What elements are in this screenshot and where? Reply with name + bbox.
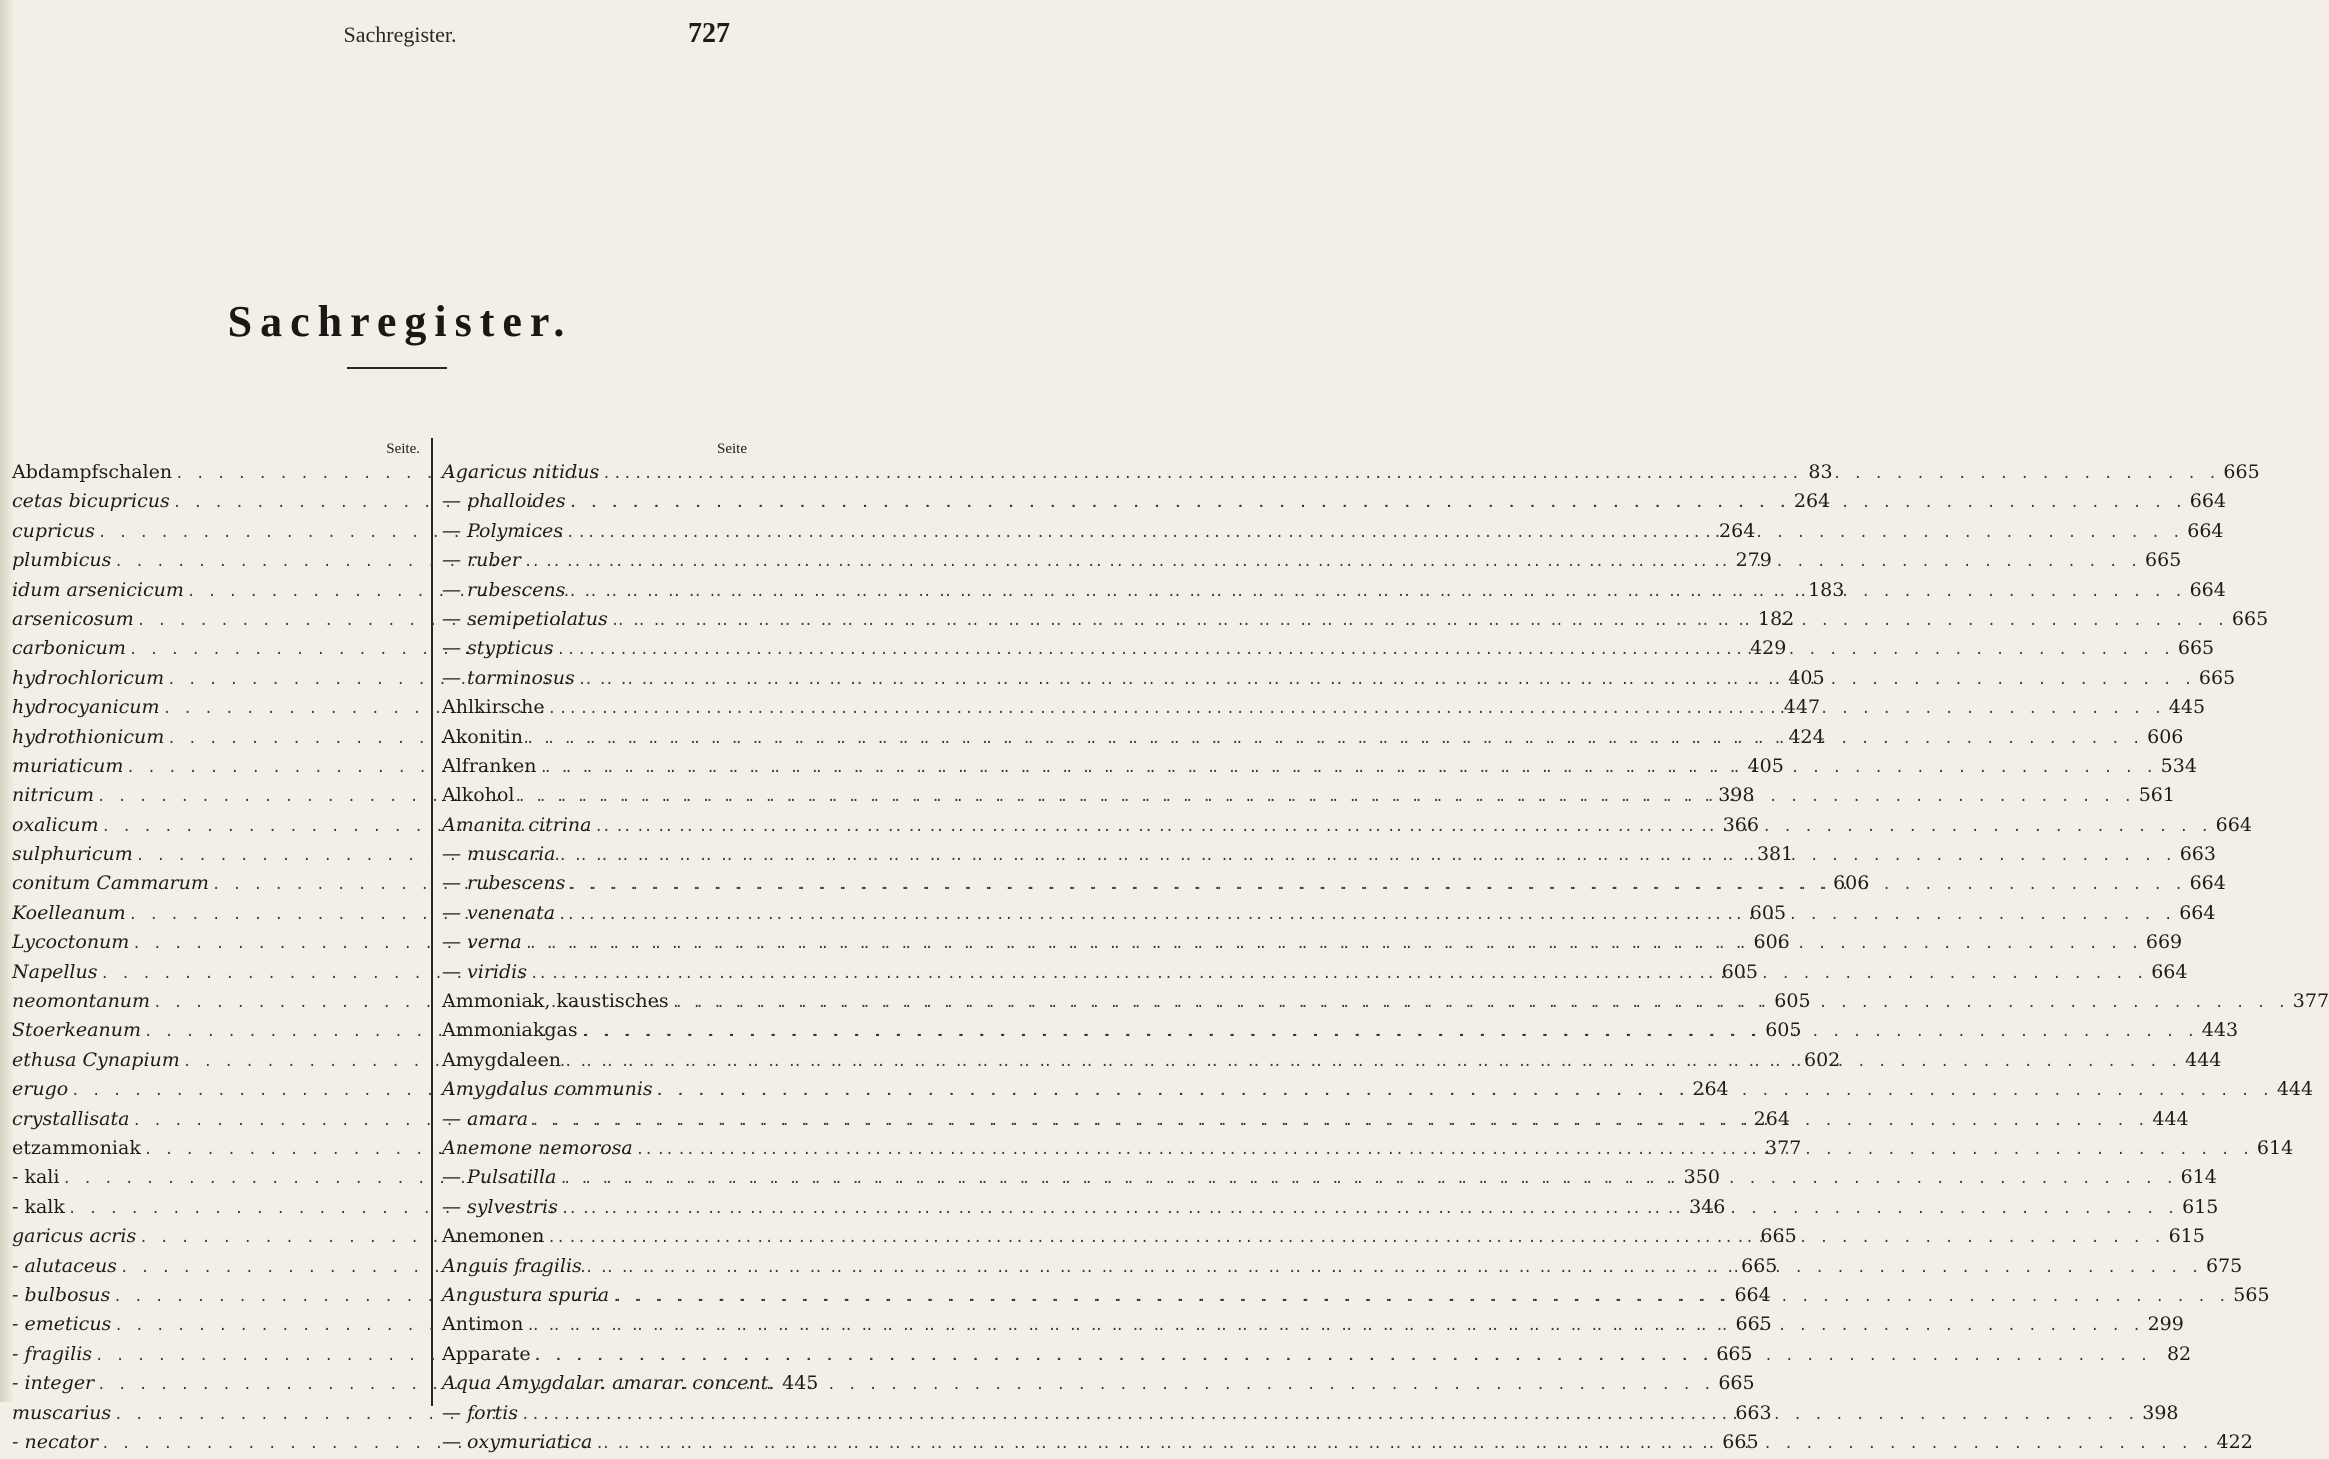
entry-page-number: 664	[2189, 872, 2226, 895]
entry-term: carbonicum	[12, 637, 126, 660]
entry-page-number: 605	[1774, 990, 1811, 1013]
entry-page-number: 346	[1689, 1195, 1726, 1218]
entry-page-number: 422	[2216, 1430, 2253, 1453]
index-entry	[442, 1369, 819, 1398]
entry-term: oxalicum	[12, 813, 99, 836]
entry-page-number: 366	[1722, 813, 1759, 836]
entry-term: - bulbosus	[12, 1283, 111, 1306]
entry-page-number: 663	[2179, 843, 2216, 866]
entry-term: Lycoctonum	[12, 931, 130, 954]
entry-page-number: 606	[1833, 872, 1870, 895]
entry-page-number: 665	[2177, 637, 2215, 660]
entry-page-number: 444	[2276, 1078, 2314, 1101]
dot-leader	[581, 1018, 2197, 1047]
entry-term: plumbicus	[12, 549, 112, 572]
entry-term: - kalk	[12, 1195, 65, 1218]
dot-leader	[636, 1136, 2252, 1165]
entry-term: — Pulsatilla	[442, 1166, 557, 1189]
entry-page-number: 663	[1735, 1401, 1772, 1424]
entry-page-number: 264	[1793, 490, 1831, 513]
dot-leader	[578, 666, 2194, 695]
entry-term: Anemonen	[442, 1225, 545, 1248]
entry-term: — amara	[442, 1107, 529, 1130]
entry-term: Koelleanum	[12, 901, 126, 924]
entry-term: Agaricus nitidus	[442, 461, 600, 483]
entry-term: Amanita citrina	[442, 813, 592, 836]
entry-term: Aqua Amygdalar. amarar. concent.	[442, 1372, 775, 1395]
dot-leader	[548, 695, 2164, 724]
entry-term: - alutaceus	[12, 1254, 117, 1277]
dot-leader	[518, 783, 2134, 812]
entry-term: cetas bicupricus	[12, 490, 170, 513]
entry-page-number: 615	[2182, 1195, 2219, 1218]
entry-page-number: 665	[1741, 1254, 1778, 1277]
entry-term: — venenata	[442, 901, 556, 924]
entry-page-number: 264	[1719, 519, 1756, 542]
entry-page-number: 614	[2180, 1166, 2217, 1189]
entry-term: Ammoniak, kaustisches	[442, 990, 669, 1013]
entry-page-number: 665	[2145, 549, 2182, 572]
entry-term: — phalloides	[442, 490, 566, 513]
entry-term: Abdampfschalen	[12, 461, 173, 483]
dot-leader	[559, 1165, 2175, 1194]
entry-page-number: 605	[1765, 1019, 1802, 1042]
dot-leader	[547, 1224, 2163, 1253]
entry-term: nitricum	[12, 784, 95, 807]
dot-leader	[656, 1077, 2272, 1106]
page-number: 727	[688, 18, 730, 49]
entry-page-number: 664	[2189, 490, 2227, 513]
entry-term: Antimon	[442, 1313, 524, 1336]
dot-leader	[534, 1342, 2150, 1371]
entry-term: — rubescens	[442, 872, 566, 895]
entry-page-number: 445	[2168, 696, 2206, 719]
entry-term: - integer	[12, 1372, 95, 1395]
entry-page-number: 447	[1783, 696, 1821, 719]
dot-leader	[569, 489, 2185, 518]
entry-term: Angustura spuria	[442, 1283, 610, 1306]
entry-term: Amygdaleen	[442, 1048, 561, 1071]
entry-page-number: 665	[1718, 1372, 1755, 1395]
entry-page-number: 182	[1758, 607, 1795, 630]
entry-page-number: 398	[2142, 1401, 2179, 1424]
entry-page-number: 606	[2147, 725, 2184, 748]
entry-page-number: 669	[2145, 931, 2183, 954]
entry-page-number: 665	[1716, 1342, 1753, 1365]
column-header: Seite	[717, 441, 747, 457]
entry-term: garicus acris	[12, 1225, 137, 1248]
entry-page-number: 264	[1753, 1107, 1790, 1130]
entry-term: hydrochloricum	[12, 666, 165, 689]
dot-leader	[526, 725, 2142, 754]
entry-term: etzammoniak	[12, 1136, 141, 1159]
entry-page-number: 377	[1765, 1136, 1802, 1159]
dot-leader	[568, 871, 2184, 900]
entry-page-number: 664	[2215, 813, 2252, 836]
dot-leader	[531, 1107, 2147, 1136]
running-title: Sachregister.	[343, 22, 457, 47]
entry-term: Anguis fragilis	[442, 1254, 582, 1277]
entry-term: idum arsenicicum	[12, 578, 184, 601]
entry-page-number: 381	[1756, 843, 1794, 866]
entry-term: cupricus	[12, 519, 95, 542]
entry-page-number: 602	[1804, 1048, 1841, 1071]
main-title: Sachregister.	[227, 297, 573, 346]
entry-term: — stypticus	[442, 637, 554, 660]
dot-leader	[612, 1283, 2228, 1312]
entry-page-number: 606	[1753, 931, 1790, 954]
entry-term: Ahlkirsche	[442, 696, 545, 719]
title-rule	[347, 367, 447, 369]
dot-leader	[594, 813, 2210, 842]
entry-page-number: 444	[2152, 1107, 2189, 1130]
dot-leader	[524, 548, 2140, 577]
dot-leader	[564, 1048, 2180, 1077]
entry-term: — semipetiolatus	[442, 607, 608, 630]
entry-page-number: 299	[2147, 1313, 2184, 1336]
entry-term: erugo	[12, 1078, 69, 1101]
entry-page-number: 405	[1747, 754, 1784, 777]
dot-leader	[568, 578, 2184, 607]
dot-leader	[595, 1430, 2211, 1459]
dot-leader	[539, 754, 2155, 783]
entry-term: neomontanum	[12, 990, 151, 1013]
dot-leader	[566, 519, 2182, 548]
entry-page-number: 675	[2206, 1254, 2243, 1277]
entry-term: conitum Cammarum	[12, 872, 209, 895]
dot-leader	[559, 842, 2175, 871]
entry-term: — muscaria	[442, 843, 556, 866]
entry-page-number: 279	[1735, 549, 1772, 572]
entry-term: Stoerkeanum	[12, 1019, 141, 1042]
running-head	[0, 18, 800, 58]
entry-term: Apparate	[442, 1342, 531, 1365]
entry-page-number: 665	[2231, 607, 2269, 630]
entry-page-number: 424	[1788, 725, 1825, 748]
dot-leader	[97, 1371, 1713, 1400]
entry-term: - kali	[12, 1166, 60, 1189]
dot-leader	[561, 1195, 2177, 1224]
entry-term: - necator	[12, 1430, 99, 1453]
entry-term: — rubescens	[442, 578, 566, 601]
entry-term: - emeticus	[12, 1313, 112, 1336]
entry-page-number: 377	[2292, 990, 2329, 1013]
entry-page-number: 665	[2198, 666, 2236, 689]
entry-page-number: 605	[1749, 901, 1787, 924]
dot-leader	[557, 636, 2173, 665]
entry-term: muscarius	[12, 1401, 112, 1424]
entry-term: ethusa Cynapium	[12, 1048, 180, 1071]
dot-leader	[672, 989, 2288, 1018]
entry-term: arsenicosum	[12, 607, 134, 630]
entry-term: Akonitin	[442, 725, 523, 748]
entry-page-number: 534	[2160, 754, 2197, 777]
entry-page-number: 665	[1735, 1313, 1772, 1336]
entry-term: hydrocyanicum	[12, 696, 160, 719]
entry-page-number: 615	[2168, 1225, 2205, 1248]
dot-leader	[525, 930, 2141, 959]
entry-page-number: 405	[1788, 666, 1825, 689]
entry-page-number: 264	[1692, 1078, 1729, 1101]
entry-page-number: 443	[2201, 1019, 2239, 1042]
entry-page-number: 664	[2187, 519, 2224, 542]
entry-term: crystallisata	[12, 1107, 130, 1130]
entry-page-number: 183	[1808, 578, 1845, 601]
entry-term: — torminosus	[442, 666, 575, 689]
entry-page-number: 82	[2166, 1342, 2192, 1365]
entry-term: — Polymices	[442, 519, 564, 542]
dot-leader	[526, 1312, 2142, 1341]
entry-page-number: 664	[1734, 1283, 1771, 1306]
entry-term: — ruber	[442, 549, 521, 572]
entry-page-number: 664	[2151, 960, 2188, 983]
entry-term: - fragilis	[12, 1342, 93, 1365]
entry-page-number: 565	[2233, 1283, 2270, 1306]
entry-term: sulphuricum	[12, 843, 133, 866]
entry-page-number: 605	[1721, 960, 1758, 983]
column-header: Seite.	[386, 441, 420, 457]
entry-page-number: 398	[1718, 784, 1755, 807]
entry-term: Alkohol	[442, 784, 515, 807]
entry-page-number: 429	[1750, 637, 1787, 660]
entry-page-number: 350	[1683, 1166, 1720, 1189]
entry-page-number: 445	[782, 1372, 819, 1395]
entry-page-number: 665	[1760, 1225, 1797, 1248]
dot-leader	[611, 607, 2227, 636]
entry-term: Amygdalus communis	[442, 1078, 653, 1101]
entry-term: — oxymuriatica	[442, 1430, 593, 1453]
entry-term: — sylvestris	[442, 1195, 558, 1218]
entry-term: Alfranken	[442, 754, 537, 777]
entry-term: muriaticum	[12, 754, 124, 777]
entry-page-number: 664	[2179, 901, 2216, 924]
entry-term: Ammoniakgas	[442, 1019, 578, 1042]
entry-page-number: 665	[1722, 1430, 1759, 1453]
entry-term: hydrothionicum	[12, 725, 165, 748]
dot-leader	[602, 460, 2218, 489]
dot-leader	[585, 1254, 2201, 1283]
entry-page-number: 444	[2185, 1048, 2222, 1071]
entry-term: Napellus	[12, 960, 98, 983]
dot-leader	[558, 901, 2174, 930]
entry-page-number: 83	[1808, 461, 1833, 483]
dot-leader	[521, 1401, 2137, 1430]
entry-page-number: 614	[2256, 1136, 2294, 1159]
entry-term: — fortis	[442, 1401, 519, 1424]
dot-leader	[530, 960, 2146, 989]
entry-page-number: 665	[2223, 461, 2260, 483]
entry-term: — verna	[442, 931, 522, 954]
entry-page-number: 561	[2138, 784, 2175, 807]
entry-term: — viridis	[442, 960, 527, 983]
entry-term: Anemone nemorosa	[442, 1136, 633, 1159]
entry-page-number: 664	[2189, 578, 2226, 601]
